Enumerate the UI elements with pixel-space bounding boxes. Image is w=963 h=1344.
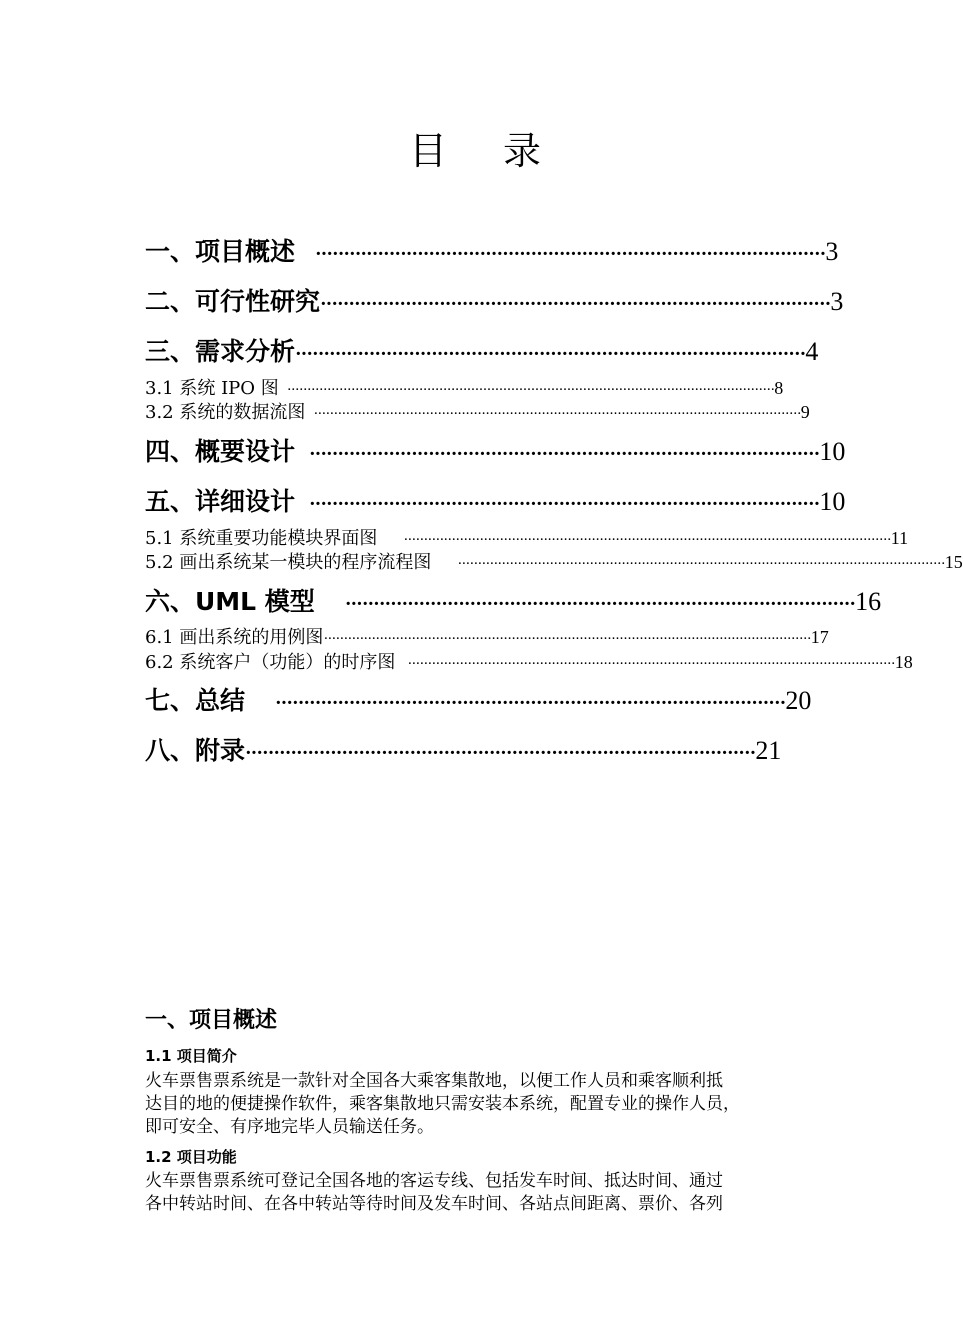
paragraph-line: 火车票售票系统可登记全国各地的客运专线、包括发车时间、抵达时间、通过 xyxy=(145,1171,723,1191)
toc-entry[interactable] xyxy=(145,232,839,266)
toc-entry-label: 四、概要设计 xyxy=(145,437,296,466)
toc-page-number: 16 xyxy=(855,587,882,616)
toc-page-number: 4 xyxy=(805,337,819,366)
toc-leader-dots: ·························································································· xyxy=(309,443,820,465)
paragraph xyxy=(145,1170,815,1216)
toc-title: 目 录 xyxy=(408,129,564,173)
toc-entry[interactable] xyxy=(145,398,810,423)
toc-page-number: 11 xyxy=(890,528,909,548)
toc-leader-dots: ·························································································· xyxy=(344,593,856,615)
toc-entry[interactable] xyxy=(145,432,846,466)
toc-entry[interactable] xyxy=(145,332,819,366)
toc-entry[interactable] xyxy=(145,482,846,516)
toc-leader-dots: ·························································································································· xyxy=(407,656,895,672)
paragraph-line: 火车票售票系统是一款针对全国各大乘客集散地，以便工作人员和乘客顺利抵 xyxy=(145,1071,723,1091)
toc-entry[interactable] xyxy=(145,582,882,616)
toc-leader-dots: ·························································································· xyxy=(295,343,806,365)
toc-entry-label: 八、附录 xyxy=(145,736,246,765)
toc-entry-label: 3.1 系统 IPO 图 xyxy=(145,378,279,399)
toc-page-number: 3 xyxy=(825,237,839,266)
toc-leader-dots: ·························································································································· xyxy=(313,406,801,422)
toc-entry[interactable] xyxy=(145,374,784,399)
toc-entry[interactable] xyxy=(145,648,913,673)
toc-page-number: 3 xyxy=(830,287,844,316)
subsection-heading: 1.1 项目简介 xyxy=(145,1047,237,1065)
toc-page-number: 10 xyxy=(819,437,846,466)
toc-entry-label: 5.2 画出系统某一模块的程序流程图 xyxy=(145,552,432,573)
toc-entry-label: 六、UML 模型 xyxy=(145,587,315,616)
toc-entry[interactable] xyxy=(145,681,812,715)
toc-entry-label: 5.1 系统重要功能模块界面图 xyxy=(145,528,378,549)
paragraph-line: 即可安全、有序地完毕人员输送任务。 xyxy=(145,1117,434,1137)
toc-leader-dots: ·························································································· xyxy=(309,493,820,515)
toc-page-number: 10 xyxy=(819,487,846,516)
toc-page-number: 15 xyxy=(944,552,963,572)
toc-entry-label: 五、详细设计 xyxy=(145,487,296,516)
toc-page-number: 9 xyxy=(800,402,810,422)
toc-page-number: 8 xyxy=(774,378,784,398)
toc-page-number: 21 xyxy=(755,736,782,765)
toc-entry[interactable] xyxy=(145,548,963,573)
toc-leader-dots: ·························································································· xyxy=(315,243,826,265)
toc-entry-label: 一、项目概述 xyxy=(145,237,296,266)
toc-leader-dots: ·························································································································· xyxy=(457,556,945,572)
toc-page-number: 17 xyxy=(810,627,829,647)
toc-leader-dots: ·························································································································· xyxy=(286,382,775,398)
toc-leader-dots: ·························································································································· xyxy=(403,532,891,548)
toc-entry-label: 二、可行性研究 xyxy=(145,287,321,316)
toc-entry-label: 3.2 系统的数据流图 xyxy=(145,402,306,423)
toc-entry-label: 七、总结 xyxy=(145,686,246,715)
toc-page-number: 18 xyxy=(894,652,913,672)
toc-entry[interactable] xyxy=(145,524,909,549)
toc-entry[interactable] xyxy=(145,731,782,765)
toc-leader-dots: ·························································································· xyxy=(245,742,756,764)
toc-page-number: 20 xyxy=(785,686,812,715)
subsection-heading: 1.2 项目功能 xyxy=(145,1148,237,1166)
toc-entry[interactable] xyxy=(145,282,844,316)
paragraph-line: 达目的地的便捷操作软件，乘客集散地只需安装本系统，配置专业的操作人员， xyxy=(145,1094,740,1114)
toc-entry-label: 6.1 画出系统的用例图 xyxy=(145,627,324,648)
section-heading: 一、项目概述 xyxy=(145,1008,278,1033)
toc-leader-dots: ·························································································· xyxy=(320,293,831,315)
toc-leader-dots: ·························································································· xyxy=(275,692,786,714)
toc-entry-label: 6.2 系统客户（功能）的时序图 xyxy=(145,652,396,673)
toc-leader-dots: ·························································································································· xyxy=(323,631,811,647)
paragraph-line: 各中转站时间、在各中转站等待时间及发车时间、各站点间距离、票价、各列 xyxy=(145,1194,723,1214)
paragraph xyxy=(145,1070,815,1139)
toc-entry-label: 三、需求分析 xyxy=(145,337,296,366)
toc-entry[interactable] xyxy=(145,623,829,648)
